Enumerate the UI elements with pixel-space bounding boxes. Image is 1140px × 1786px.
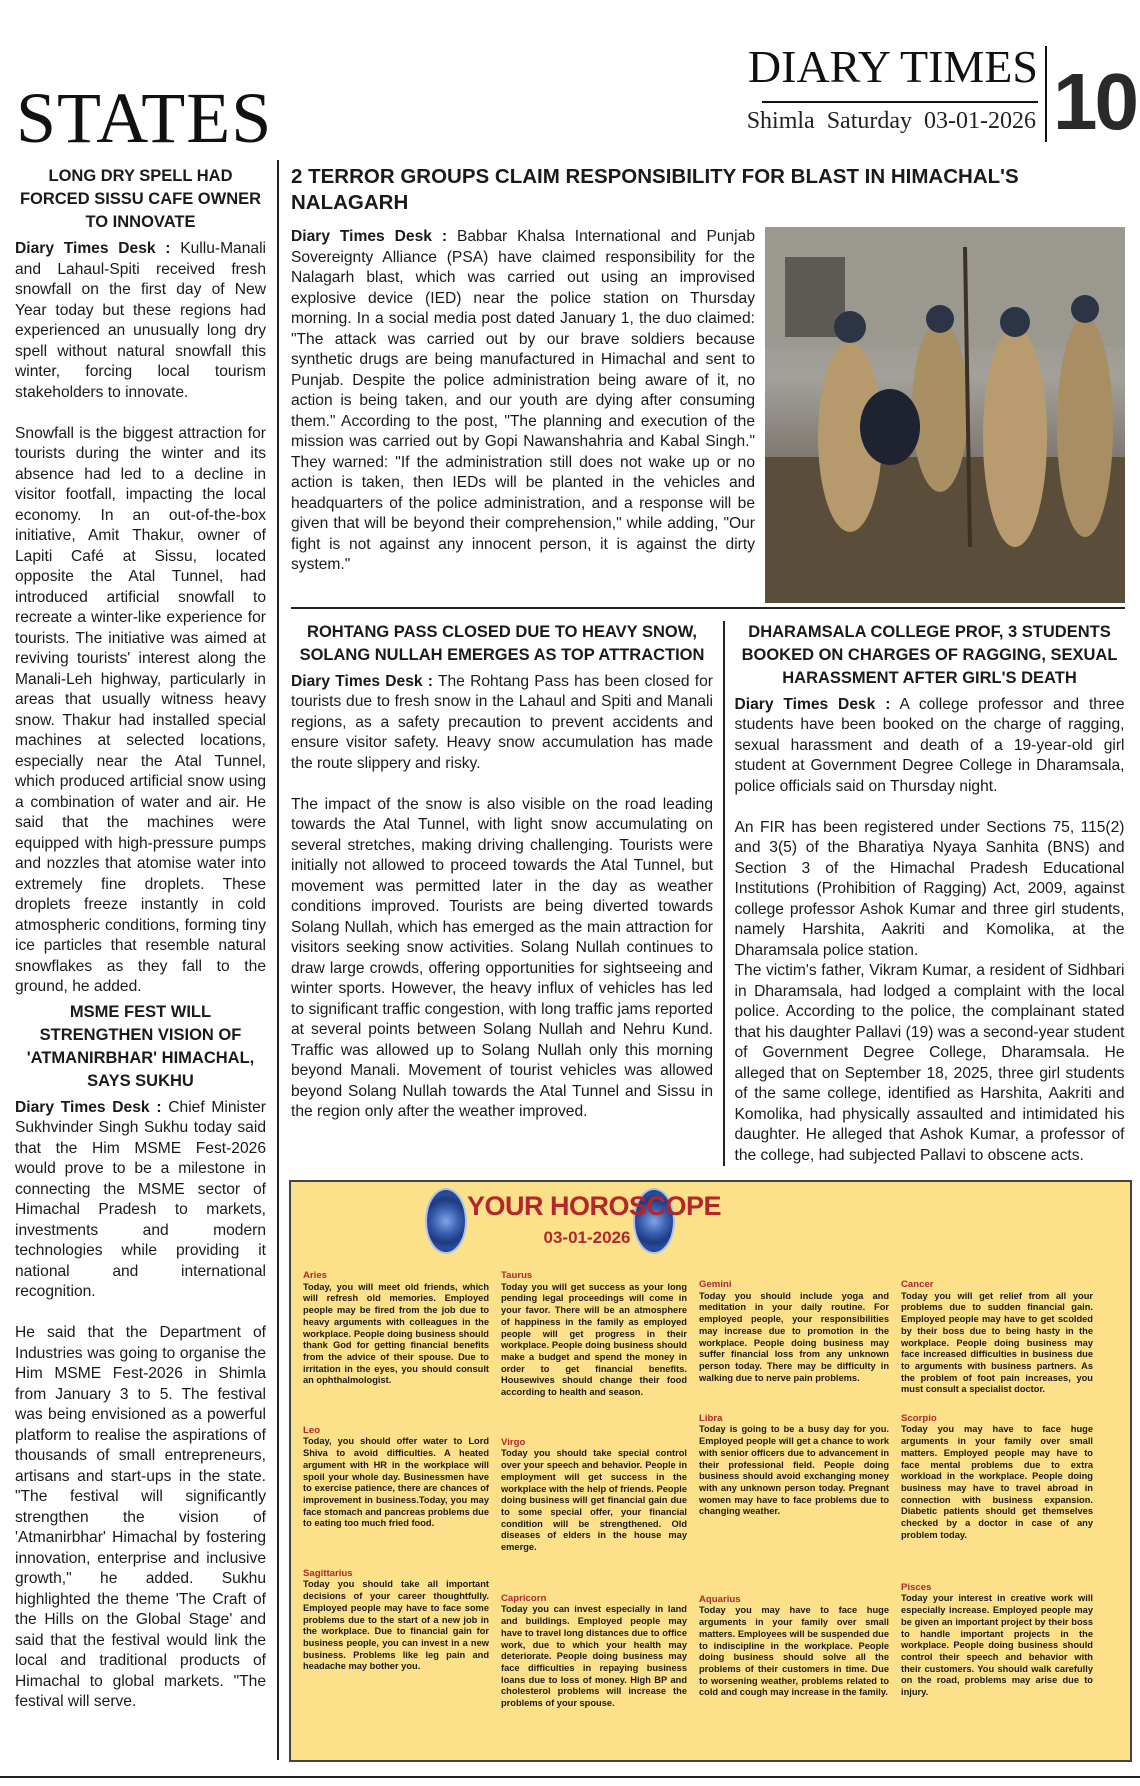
- sign-name: Pisces: [901, 1581, 932, 1593]
- article-body: [15, 239, 266, 998]
- date: 03-01-2026: [924, 108, 1036, 134]
- sign-leo: [303, 1413, 489, 1554]
- desk-label: Diary Times Desk :: [291, 672, 433, 690]
- sign-gemini: [699, 1266, 889, 1399]
- article-body: [291, 672, 713, 1123]
- paragraph: A college professor and three students have been booked on the charge of ragging, sexual harassment and death of a 19-year-old girl student at Government Degree College in Dharamsala, police officials said on Thursday night.: [734, 695, 1125, 795]
- paragraph: Kullu-Manali and Lahaul-Spiti received fresh snowfall on the first day of New Year today but these regions had experienced an unusually long dry spell without natural snowfall this winter, forcing local tourism stakeholders to innovate.: [15, 240, 267, 401]
- sign-text: Today you will get relief from all your problems due to sudden financial gain. Employed people may have to get scolded by their boss due to being hasty in the workplace. People doing business may face increased difficulties in business due to arguments with business partners. As the problem of foot pain increases, you must consult a specialist doctor.: [901, 1290, 1093, 1395]
- secondary-articles: [291, 621, 1125, 1167]
- sign-text: Today you should take all important decisions of your career thoughtfully. Employed people may have to face some problems due to the start of a new job in the workplace. Due to financial gain for business people, you can invest in a new business. Problems like leg pain and headache may bother you.: [303, 1579, 489, 1672]
- paragraph: He said that the Department of Industries was going to organise the Him MSME Fest-2026 in Shimla from January 3 to 5. The festival was being envisioned as a powerful platform to realise the aspirations of thousands of small entrepreneurs, artisans and start-ups in the state. "The festival will significantly strengthen the vision of 'Atmanirbhar' Himachal by fostering innovation, enterprise and inclusive growth," he added. Sukhu highlighted the theme 'The Craft of the Hills on the Global Stage' and said that the festival would link the local and traditional products of Himachal to global markets. "The festival will serve.: [15, 1324, 266, 1710]
- paragraph: The impact of the snow is also visible on the road leading towards the Atal Tunnel, with light snow accumulating on several stretches, making driving challenging. Tourists were initially not allowed to proceed towards the Atal Tunnel, but movement was permitted later in the day as weather conditions improved. Tourists are being diverted towards Solang Nullah, which has emerged as the main attraction for visitors seeking snow activities. Solang Nullah continues to draw large crowds, offering opportunities for sightseeing and winter sports. However, the heavy influx of vehicles has led to significant traffic congestion, with long traffic jams reported at several points between Solang Nullah and Nehru Kund. Traffic was allowed up to Solang Nullah only this morning beyond Manali. Movement of tourist vehicles was allowed beyond Solang Nullah towards the Atal Tunnel and Sissu in the region only after the weather improved.: [291, 795, 713, 1120]
- horoscope-grid: [303, 1266, 1118, 1710]
- sign-name: Cancer: [901, 1279, 934, 1290]
- sign-aries: [303, 1266, 489, 1399]
- sign-pisces: [901, 1568, 1093, 1710]
- sign-libra: [699, 1413, 889, 1554]
- horoscope-date: 03-01-2026: [543, 1228, 631, 1247]
- masthead-rule: [762, 101, 1038, 103]
- section-rule: [291, 607, 1125, 609]
- zodiac-wheel-icon: [425, 1188, 467, 1254]
- left-column: [15, 165, 266, 1713]
- paragraph: An FIR has been registered under Sections 75, 115(2) and 3(5) of the Bharatiya Nyaya Sanhita (BNS) and Section 3 of the Himachal Pradesh Educational Institutions (Prohibition of Ragging) Act, 2009, against college professor Ashok Kumar and three girl students, namely Harshita, Aakriti and Komolika, at the Dharamsala police station.: [734, 818, 1125, 959]
- desk-label: Diary Times Desk :: [291, 228, 448, 245]
- dateline: [700, 108, 1036, 135]
- rohtang-article: [291, 621, 713, 1123]
- article-body: [735, 695, 1125, 1167]
- sign-text: Today is going to be a busy day for you. Employed people will get a chance to work with senior officers due to advancement in their professional field. People doing business should avoid exchanging money with any unknown person today. Pregnant women may have to face problems due to changing weather.: [699, 1424, 889, 1517]
- horoscope-box: [289, 1180, 1132, 1762]
- day: Saturday: [826, 108, 913, 134]
- sign-text: Today you may have to face huge arguments in your family over small matters. Employed people may have to face mental problems due to extra workload in the workplace. People doing business may have to travel abroad in connection with business expansion. Diabetic patients should get themselves checked by a doctor in case of any problem today.: [901, 1424, 1093, 1540]
- sign-name: Libra: [699, 1412, 723, 1424]
- sign-name: Leo: [303, 1424, 321, 1436]
- sign-text: Today your interest in creative work will especially increase. Employed people may be given an important project by their boss to handle important projects in the workplace. People doing business should control their speech and behavior with their customers. You should walk carefully on the road, problems may arise due to injury.: [901, 1593, 1093, 1698]
- sign-text: Today you will get success as your long pending legal proceedings will come in your favor. There will be an atmosphere of happiness in the family as employed people will get progress in their workplace. People doing business should make a budget and spend the money in order to get financial benefits. Housewives should change their food according to health and season.: [501, 1281, 687, 1398]
- dharamsala-article: [735, 621, 1125, 1167]
- sign-name: Taurus: [501, 1270, 533, 1281]
- sign-sagittarius: [303, 1568, 489, 1710]
- lead-article: [291, 227, 1125, 603]
- sign-virgo: [501, 1413, 687, 1554]
- city: Shimla: [746, 108, 815, 134]
- desk-label: Diary Times Desk :: [15, 1098, 162, 1116]
- sign-name: Scorpio: [901, 1412, 937, 1424]
- sign-cancer: [901, 1266, 1093, 1399]
- page-number: 10: [1053, 57, 1136, 146]
- sign-text: Today you should take special control over your speech and behavior. People in employment will get success in the workplace with the help of friends. People doing business will get financial gain due to some special offer, your financial condition will be strengthened. Old diseases of elders in the house may emerge.: [501, 1448, 687, 1553]
- sign-scorpio: [901, 1413, 1093, 1554]
- paragraph: Snowfall is the biggest attraction for tourists during the winter and its absence had led to a decline in visitor footfall, impacting the local economy. In an out-of-the-box initiative, Amit Thakur, owner of Lapiti Café at Sissu, located opposite the Atal Tunnel, had introduced artificial snowfall to recreate a winter-like experience for tourists. The initiative was aimed at reviving tourists' interest along the Manali-Leh highway, particularly in areas that usually witness heavy snow. Thakur had installed special machines at selected locations, especially near the Atal Tunnel, which produced artificial snow using a combination of water and air. He said that the machines were equipped with high-pressure pumps and nozzles that atomise water into extremely fine droplets. These droplets freeze instantly in cold atmospheric conditions, forming tiny ice particles that resemble natural snowflakes as they fall to the ground, he added.: [15, 424, 266, 995]
- lead-headline: 2 TERROR GROUPS CLAIM RESPONSIBILITY FOR BLAST IN HIMACHAL'S NALAGARH: [291, 165, 1019, 214]
- bottom-rule: [0, 1776, 1140, 1778]
- sign-name: Virgo: [501, 1436, 526, 1448]
- sign-text: Today, you will meet old friends, which will refresh old memories. Employed people may be fired from the job due to heavy arguments with colleagues in the workplace. People doing business should thank God for getting financial benefits from the advice of their spouse. Due to irritation in the eyes, you should consult an ophthalmologist.: [303, 1281, 489, 1386]
- sign-capricorn: [501, 1568, 687, 1710]
- horoscope-title: YOUR HOROSCOPE: [467, 1191, 722, 1221]
- sign-name: Capricorn: [501, 1592, 547, 1604]
- sign-aquarius: [699, 1568, 889, 1710]
- sign-text: Today you can invest especially in land and buildings. Employed people may have to travel long distances due to office work, due to which your health may deteriorate. People doing business may face difficulties in repaying business loans due to loss of money. High BP and cholesterol problems will increase the problems of your spouse.: [501, 1604, 687, 1709]
- sign-name: Gemini: [699, 1279, 732, 1290]
- section-title: STATES: [16, 78, 273, 158]
- paragraph: The victim's father, Vikram Kumar, a resident of Sidhbari in Dharamsala, had lodged a complaint with the local police. According to the police, the complainant stated that his daughter Pallavi (19) was a second-year student of Government Degree College, Dharamsala. He alleged that on September 18, 2025, three girl students of the same college, identified as Harshita, Aakriti and Komolika, had physically assaulted and intimidated his daughter. He alleged that Ashok Kumar, a professor of the college, had subjected Pallavi to obscene acts.: [734, 962, 1125, 1164]
- sign-text: Today you should include yoga and meditation in your daily routine. For employed people, your responsibilities may increase due to promotion in the workplace. People doing business may suffer financial loss from any unknown person today. There may be difficulty in walking due to nerve pain problems.: [699, 1290, 889, 1383]
- masthead-divider: [1045, 46, 1047, 142]
- article-headline: LONG DRY SPELL HAD FORCED SISSU CAFE OWNER TO INNOVATE: [19, 167, 262, 231]
- article-headline: ROHTANG PASS CLOSED DUE TO HEAVY SNOW, SOLANG NULLAH EMERGES AS TOP ATTRACTION: [299, 622, 705, 664]
- paragraph: The Rohtang Pass has been closed for tourists due to fresh snow in the Lahaul and Spiti and Manali regions, as a safety precaution to prevent accidents and ensure visitor safety. Heavy snow accumulation has made the route slippery and risky.: [291, 672, 713, 772]
- horoscope-header: [303, 1182, 1118, 1262]
- newspaper-name: DIARY TIMES: [747, 41, 1038, 92]
- sign-text: Today, you should offer water to Lord Shiva to avoid difficulties. A heated argument with HR in the workplace will spoil your whole day. Businessmen have to exercise patience, there are chances of improvement in business.Today, you may face stomach and pancreas problems due to eating too much fried food.: [303, 1436, 489, 1529]
- column-divider: [723, 621, 725, 1167]
- sign-name: Aries: [303, 1270, 327, 1281]
- desk-label: Diary Times Desk :: [734, 695, 891, 713]
- sign-taurus: [501, 1266, 687, 1399]
- article-headline: DHARAMSALA COLLEGE PROF, 3 STUDENTS BOOKED ON CHARGES OF RAGGING, SEXUAL HARASSMENT AFTER GIRL'S DEATH: [741, 622, 1118, 687]
- lead-article-body: [291, 227, 755, 576]
- paragraph: Babbar Khalsa International and Punjab Sovereignty Alliance (PSA) have claimed responsibility for the Nalagarh blast, which was carried out using an improvised explosive device (IED) near the police station on Thursday morning. In a social media post dated January 1, the duo claimed: "The attack was carried out by our brave soldiers because synthetic drugs are being manufactured in Himachal and sent to Punjab. Despite the police administration being aware of it, no action is being taken, and our youth are dying after consuming them." According to the post, "The planning and execution of the mission was carried out by Gopi Nawanshahria and Kabal Singh." They warned: "If the administration still does not wake up or no action is taken, then IEDs will be planted in the vehicles and headquarters of the police administration, and a response will be given that will be beyond their comprehension," while adding, "Our fight is not against any innocent person, it is against the dirty system.": [291, 228, 755, 573]
- desk-label: Diary Times Desk :: [15, 240, 171, 257]
- paragraph: Chief Minister Sukhvinder Singh Sukhu today said that the Him MSME Fest-2026 would prove to be a milestone in connecting the MSME sector of Himachal Pradesh to markets, investments and modern technologies while providing it national and international recognition.: [15, 1098, 267, 1300]
- sign-name: Sagittarius: [303, 1567, 353, 1579]
- article-body: [15, 1098, 266, 1713]
- column-divider: [277, 160, 279, 1760]
- news-photo: [765, 227, 1125, 603]
- article-headline: MSME FEST WILL STRENGTHEN VISION OF 'ATMANIRBHAR' HIMACHAL, SAYS SUKHU: [26, 1002, 255, 1090]
- sign-text: Today you may have to face huge arguments in your family over small matters. Employees will be suspended due to indiscipline in the workplace. People doing business should solve all the problems of their customers in time. Due to worsening weather, problems related to cold and cough may increase in the family.: [699, 1605, 889, 1698]
- sign-name: Aquarius: [699, 1593, 741, 1605]
- police-investigation-photo: [765, 227, 1125, 603]
- main-content: [291, 164, 1125, 1762]
